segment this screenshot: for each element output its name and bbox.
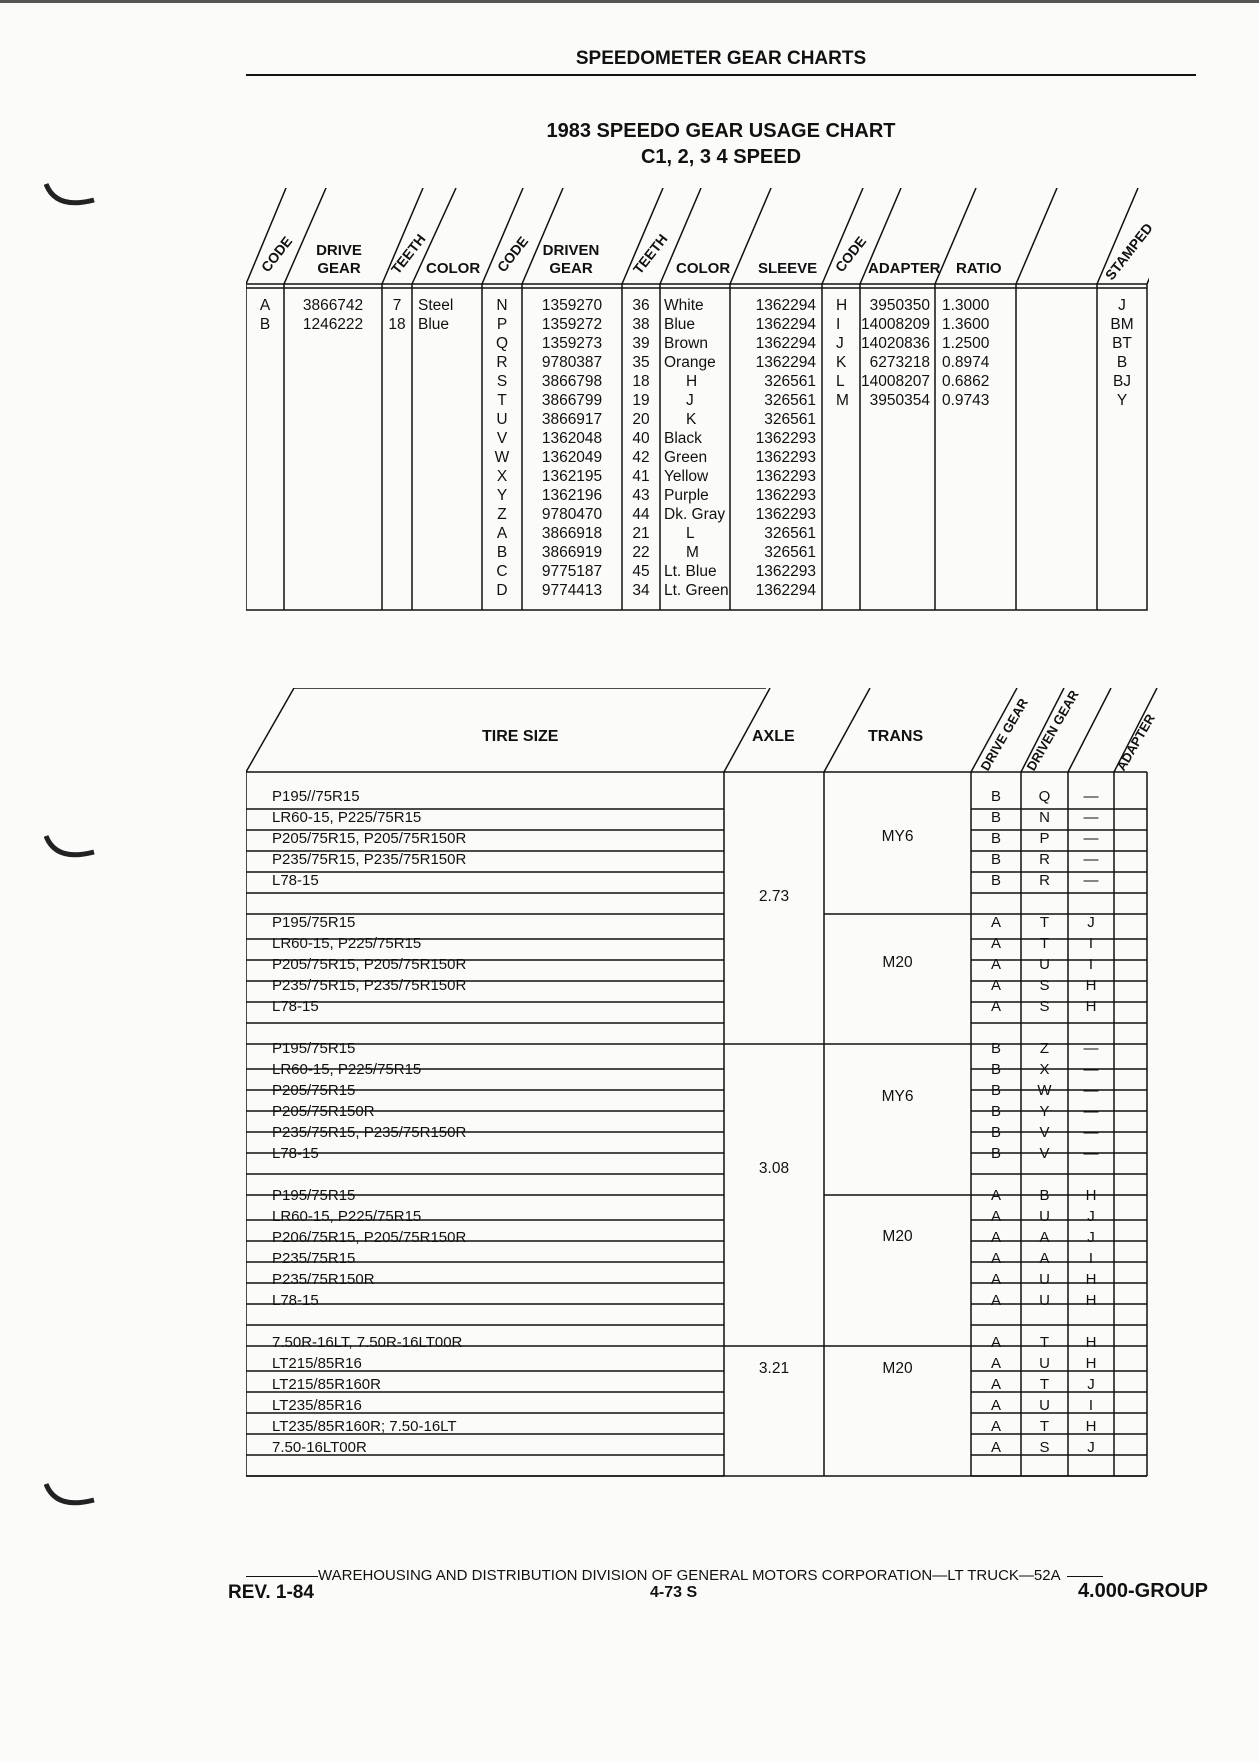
table-cell: 41: [632, 468, 650, 485]
table-cell: J: [1118, 297, 1126, 314]
footer-rule: [1067, 1576, 1103, 1577]
adapter-cell: —: [1083, 872, 1099, 889]
drive-gear-cell: B: [990, 1082, 1001, 1099]
table-cell: Lt. Blue: [664, 563, 717, 580]
adapter-cell: I: [1088, 1397, 1094, 1414]
adapter-cell: H: [1085, 1292, 1097, 1309]
table-cell: Purple: [664, 487, 709, 504]
table-cell: 3866917: [541, 411, 603, 428]
tire-size-cell: 7.50R-16LT, 7.50R-16LT00R: [272, 1334, 463, 1351]
table-cell: 0.9743: [942, 392, 990, 409]
table-cell: Green: [664, 449, 708, 466]
table-cell: 1.3000: [942, 297, 990, 314]
table-cell: 326561: [764, 392, 816, 409]
tire-size-cell: P235/75R150R: [272, 1271, 375, 1288]
footer-group: 4.000-GROUP: [1077, 1580, 1208, 1602]
sleeve-column: [730, 296, 816, 600]
table-cell: Blue: [418, 316, 450, 333]
table-cell: Black: [664, 430, 702, 447]
adapter-cell: J: [1087, 1439, 1095, 1456]
tire-size-cell: LR60-15, P225/75R15: [272, 1061, 422, 1078]
table-cell: W: [494, 449, 510, 466]
trans-value: MY6: [881, 828, 914, 845]
drive-gear-cell: A: [990, 1250, 1001, 1267]
drive-gear-cell: A: [990, 1439, 1001, 1456]
driven-code-column: [482, 296, 522, 600]
drive-code-column: [246, 296, 284, 334]
table-cell: 6273218: [869, 354, 930, 371]
trans-value: MY6: [881, 1088, 914, 1105]
drive-gear-cell: A: [990, 1397, 1001, 1414]
adapter-cell: J: [1087, 1229, 1095, 1246]
drive-gear-cell: A: [990, 1334, 1001, 1351]
header-drive-teeth: TEETH: [387, 230, 429, 277]
table-cell: K: [686, 411, 697, 428]
table-cell: S: [496, 373, 508, 390]
trans-value: M20: [882, 1360, 913, 1377]
table-cell: White: [664, 297, 704, 314]
adapter-column: [860, 296, 930, 410]
drive-gear-cell: A: [990, 1271, 1001, 1288]
driven-gear-cell: R: [1039, 851, 1050, 868]
driven-color-column: [664, 296, 730, 600]
table-cell: R: [496, 354, 508, 371]
stamped-column: [1097, 296, 1147, 410]
table-cell: 7: [392, 297, 402, 314]
table-cell: D: [496, 582, 508, 599]
adapter-cell: H: [1085, 977, 1097, 994]
driven-gear-column: [522, 296, 622, 600]
header-drive-color: COLOR: [426, 260, 481, 277]
tire-size-cell: LT215/85R160R: [272, 1376, 381, 1393]
table-cell: 1362294: [755, 316, 816, 333]
tire-size-cell: 7.50-16LT00R: [272, 1439, 367, 1456]
table-cell: 1359273: [541, 335, 603, 352]
header-drive-gear: DRIVE GEAR: [316, 242, 362, 277]
driven-gear-cell: U: [1039, 1292, 1050, 1309]
adapter-cell: J: [1087, 1376, 1095, 1393]
table-cell: 44: [632, 506, 650, 523]
tire-size-cell: P205/75R15, P205/75R150R: [272, 956, 467, 973]
tire-size-table: [246, 688, 1176, 1478]
adapter-cell: —: [1083, 1061, 1099, 1078]
adapter-cell: —: [1083, 788, 1099, 805]
table-cell: 34: [632, 582, 650, 599]
drive-gear-cell: A: [990, 935, 1001, 952]
table-cell: 326561: [764, 411, 816, 428]
table-cell: 35: [632, 354, 650, 371]
adapter-cell: —: [1083, 1040, 1099, 1057]
table-cell: 1359270: [541, 297, 603, 314]
tire-size-cell: P195/75R15: [272, 1187, 356, 1204]
table-cell: 45: [632, 563, 650, 580]
driven-gear-cell: Y: [1039, 1103, 1050, 1120]
header-adapter-code: CODE: [831, 233, 870, 275]
driven-gear-cell: A: [1039, 1229, 1050, 1246]
table-cell: Q: [495, 335, 509, 352]
tire-size-cell: P235/75R15, P235/75R150R: [272, 851, 467, 868]
table-cell: A: [259, 297, 271, 314]
adapter-cell: —: [1083, 1103, 1099, 1120]
driven-gear-cell: X: [1039, 1061, 1050, 1078]
table-cell: B: [1116, 354, 1128, 371]
axle-value: 3.08: [758, 1160, 790, 1177]
table-cell: M: [686, 544, 699, 561]
table-cell: 1362294: [755, 582, 816, 599]
table-cell: 1362195: [541, 468, 603, 485]
drive-gear-cell: A: [990, 1376, 1001, 1393]
driven-gear-cell: N: [1039, 809, 1050, 826]
adapter-cell: H: [1085, 1334, 1097, 1351]
driven-gear-cell: T: [1039, 1334, 1050, 1351]
table-cell: BT: [1112, 335, 1132, 352]
adapter-code-column: [836, 296, 860, 410]
table-cell: M: [836, 392, 849, 409]
adapter-cell: H: [1085, 998, 1097, 1015]
table-cell: 1246222: [302, 316, 364, 333]
drive-gear-column: [284, 296, 382, 334]
table-cell: 3866798: [541, 373, 603, 390]
footer-page-number: 4-73 S: [650, 1584, 698, 1601]
table-cell: 1362293: [755, 563, 816, 580]
header-axle: AXLE: [752, 728, 795, 745]
drive-gear-cell: B: [990, 1145, 1001, 1162]
table-cell: 9780470: [541, 506, 603, 523]
table-cell: BM: [1110, 316, 1134, 333]
table-cell: 21: [632, 525, 650, 542]
adapter-cell: I: [1088, 1250, 1094, 1267]
driven-gear-cell: V: [1039, 1145, 1050, 1162]
table-cell: C: [496, 563, 508, 580]
driven-gear-cell: U: [1039, 1397, 1050, 1414]
table-cell: K: [836, 354, 847, 371]
driven-gear-cell: S: [1039, 1439, 1050, 1456]
drive-gear-cell: B: [990, 788, 1001, 805]
driven-gear-cell: R: [1039, 872, 1050, 889]
tire-size-cell: LR60-15, P225/75R15: [272, 809, 422, 826]
table-cell: 1362294: [755, 354, 816, 371]
table-cell: 9775187: [541, 563, 603, 580]
table-cell: Dk. Gray: [664, 506, 726, 523]
table-cell: U: [496, 411, 508, 428]
table-cell: 20: [632, 411, 650, 428]
drive-gear-cell: B: [990, 1061, 1001, 1078]
driven-gear-cell: V: [1039, 1124, 1050, 1141]
axle-value: 3.21: [758, 1360, 790, 1377]
drive-gear-cell: A: [990, 1208, 1001, 1225]
table-cell: 3866799: [541, 392, 603, 409]
table-cell: V: [496, 430, 508, 447]
drive-gear-cell: A: [990, 1418, 1001, 1435]
header-driven-gear: DRIVEN GEAR: [542, 242, 600, 277]
driven-gear-cell: U: [1039, 1208, 1050, 1225]
table-cell: Yellow: [664, 468, 709, 485]
tire-size-cell: L78-15: [272, 1292, 319, 1309]
tire-size-cell: P235/75R15, P235/75R150R: [272, 977, 467, 994]
adapter-cell: H: [1085, 1187, 1097, 1204]
header-drive-gear: DRIVE GEAR: [977, 695, 1031, 774]
table-cell: 3866918: [541, 525, 603, 542]
drive-gear-cell: B: [990, 830, 1001, 847]
table-cell: X: [496, 468, 508, 485]
header-adapter: ADAPTER: [1113, 711, 1158, 774]
table-cell: 43: [632, 487, 650, 504]
header-ratio: RATIO: [956, 260, 1002, 277]
tire-size-cell: P235/75R15, P235/75R150R: [272, 1124, 467, 1141]
table-cell: 1362196: [541, 487, 603, 504]
table-cell: 36: [632, 297, 650, 314]
tire-size-cell: P195/75R15: [272, 914, 356, 931]
table-cell: L: [836, 373, 845, 390]
adapter-cell: J: [1087, 914, 1095, 931]
table-cell: 19: [632, 392, 650, 409]
table-cell: A: [496, 525, 508, 542]
driven-gear-cell: S: [1039, 998, 1050, 1015]
axle-value: 2.73: [758, 888, 790, 905]
driven-gear-cell: T: [1039, 935, 1050, 952]
tire-size-cell: P195/75R15: [272, 1040, 356, 1057]
table-cell: 38: [632, 316, 650, 333]
tire-size-cell: L78-15: [272, 1145, 319, 1162]
table-cell: 3866919: [541, 544, 603, 561]
table-cell: 3950354: [869, 392, 930, 409]
drive-gear-cell: A: [990, 914, 1001, 931]
table-cell: 1362048: [541, 430, 603, 447]
table-cell: 39: [632, 335, 650, 352]
binder-hole-mark: [44, 178, 96, 212]
table-cell: T: [497, 392, 507, 409]
driven-gear-cell: T: [1039, 914, 1050, 931]
table-cell: 9780387: [541, 354, 603, 371]
adapter-cell: —: [1083, 809, 1099, 826]
table-cell: 14020836: [861, 335, 930, 352]
header-driven-teeth: TEETH: [629, 230, 671, 277]
tire-size-cell: LT235/85R160R; 7.50-16LT: [272, 1418, 457, 1435]
table-cell: 40: [632, 430, 650, 447]
table-cell: BJ: [1112, 373, 1132, 390]
drive-gear-cell: A: [990, 1229, 1001, 1246]
table-cell: 326561: [764, 544, 816, 561]
drive-gear-cell: A: [990, 998, 1001, 1015]
chart-subtitle: C1, 2, 3 4 SPEED: [640, 146, 802, 168]
adapter-cell: H: [1085, 1355, 1097, 1372]
header-sleeve: SLEEVE: [758, 260, 818, 277]
driven-gear-cell: T: [1039, 1418, 1050, 1435]
driven-gear-cell: S: [1039, 977, 1050, 994]
table-cell: 1.2500: [942, 335, 990, 352]
table-cell: J: [686, 392, 694, 409]
footer-revision: REV. 1-84: [228, 1582, 314, 1603]
table-cell: Z: [497, 506, 507, 523]
adapter-cell: —: [1083, 830, 1099, 847]
table-cell: 0.6862: [942, 373, 990, 390]
tire-size-cell: P195//75R15: [272, 788, 360, 805]
tire-size-cell: LT235/85R16: [272, 1397, 362, 1414]
tire-size-cell: P205/75R15, P205/75R150R: [272, 830, 467, 847]
drive-gear-cell: B: [990, 1124, 1001, 1141]
table-cell: J: [836, 335, 844, 352]
driven-gear-cell: U: [1039, 956, 1050, 973]
table-cell: 0.8974: [942, 354, 990, 371]
driven-teeth-column: [622, 296, 660, 600]
table-cell: P: [496, 316, 508, 333]
footer-division-text: WAREHOUSING AND DISTRIBUTION DIVISION OF GENERAL MOTORS CORPORATION—LT TRUCK—52A: [318, 1567, 1061, 1584]
table-cell: I: [836, 316, 841, 333]
drive-color-column: [418, 296, 482, 334]
table-cell: 1362294: [755, 297, 816, 314]
header-adapter: ADAPTER: [868, 260, 941, 277]
driven-gear-cell: B: [1039, 1187, 1050, 1204]
adapter-cell: J: [1087, 1208, 1095, 1225]
table-cell: 3866742: [302, 297, 364, 314]
adapter-cell: H: [1085, 1271, 1097, 1288]
adapter-cell: —: [1083, 851, 1099, 868]
drive-gear-cell: B: [990, 1103, 1001, 1120]
table-cell: H: [686, 373, 698, 390]
trans-value: M20: [882, 1228, 913, 1245]
header-driven-gear: DRIVEN GEAR: [1023, 687, 1082, 774]
table-cell: H: [836, 297, 848, 314]
table-cell: 1362293: [755, 468, 816, 485]
tire-size-cell: LR60-15, P225/75R15: [272, 1208, 422, 1225]
table-cell: 326561: [764, 373, 816, 390]
page-header: SPEEDOMETER GEAR CHARTS: [575, 48, 867, 69]
driven-gear-cell: U: [1039, 1355, 1050, 1372]
table-cell: 1362293: [755, 430, 816, 447]
table-cell: 14008209: [861, 316, 930, 333]
adapter-cell: —: [1083, 1145, 1099, 1162]
header-driven-color: COLOR: [676, 260, 731, 277]
driven-gear-cell: P: [1039, 830, 1050, 847]
footer-rule: [246, 1576, 318, 1577]
adapter-cell: I: [1088, 935, 1094, 952]
driven-gear-cell: W: [1037, 1082, 1052, 1099]
scan-top-edge: [0, 0, 1259, 3]
header-tire-size: TIRE SIZE: [482, 728, 559, 745]
driven-gear-cell: U: [1039, 1271, 1050, 1288]
drive-gear-cell: A: [990, 977, 1001, 994]
header-drive-code: CODE: [257, 233, 296, 275]
table-cell: Blue: [664, 316, 696, 333]
adapter-cell: H: [1085, 1418, 1097, 1435]
driven-gear-cell: A: [1039, 1250, 1050, 1267]
driven-gear-cell: Q: [1038, 788, 1051, 805]
table-cell: 1362293: [755, 487, 816, 504]
table-cell: 18: [632, 373, 650, 390]
header-driven-code: CODE: [493, 233, 532, 275]
table-cell: 1362294: [755, 335, 816, 352]
drive-gear-cell: B: [990, 809, 1001, 826]
table-cell: N: [496, 297, 508, 314]
table-cell: Steel: [418, 297, 454, 314]
drive-gear-cell: B: [990, 872, 1001, 889]
tire-size-cell: LT215/85R16: [272, 1355, 362, 1372]
table-cell: 9774413: [541, 582, 603, 599]
table-cell: 18: [388, 316, 406, 333]
table-cell: 1362049: [541, 449, 603, 466]
drive-gear-cell: B: [990, 851, 1001, 868]
chart-title: 1983 SPEEDO GEAR USAGE CHART: [546, 120, 896, 142]
table-cell: 14008207: [861, 373, 930, 390]
header-trans: TRANS: [868, 728, 924, 745]
binder-hole-mark: [44, 1478, 96, 1512]
adapter-cell: —: [1083, 1124, 1099, 1141]
drive-gear-cell: A: [990, 1355, 1001, 1372]
binder-hole-mark: [44, 830, 96, 864]
table-cell: L: [686, 525, 695, 542]
table-cell: 1362293: [755, 449, 816, 466]
table-cell: 1362293: [755, 506, 816, 523]
table-cell: B: [259, 316, 271, 333]
tire-size-cell: P235/75R15: [272, 1250, 356, 1267]
table-cell: Orange: [664, 354, 716, 371]
table-cell: 42: [632, 449, 650, 466]
tire-size-cell: L78-15: [272, 998, 319, 1015]
usage-chart-table: [246, 188, 1156, 612]
driven-gear-cell: T: [1039, 1376, 1050, 1393]
table-cell: Y: [496, 487, 508, 504]
trans-value: M20: [882, 954, 913, 971]
drive-teeth-column: [382, 296, 412, 334]
drive-gear-cell: A: [990, 1292, 1001, 1309]
adapter-cell: I: [1088, 956, 1094, 973]
drive-gear-cell: B: [990, 1040, 1001, 1057]
tire-size-cell: LR60-15, P225/75R15: [272, 935, 422, 952]
drive-gear-cell: A: [990, 956, 1001, 973]
table-cell: 22: [632, 544, 650, 561]
driven-gear-cell: Z: [1039, 1040, 1050, 1057]
header-rule: [246, 74, 1196, 76]
table-cell: B: [496, 544, 508, 561]
adapter-cell: —: [1083, 1082, 1099, 1099]
table-cell: Lt. Green: [664, 582, 729, 599]
tire-size-cell: P205/75R15: [272, 1082, 356, 1099]
header-stamped: STAMPED: [1101, 219, 1156, 283]
table-cell: 326561: [764, 525, 816, 542]
ratio-column: [942, 296, 1016, 410]
table-cell: 3950350: [869, 297, 930, 314]
tire-size-cell: L78-15: [272, 872, 319, 889]
table-cell: Y: [1116, 392, 1128, 409]
table-cell: Brown: [664, 335, 708, 352]
tire-size-cell: P206/75R15, P205/75R150R: [272, 1229, 467, 1246]
table-cell: 1359272: [541, 316, 603, 333]
tire-size-cell: P205/75R150R: [272, 1103, 375, 1120]
table-cell: 1.3600: [942, 316, 990, 333]
drive-gear-cell: A: [990, 1187, 1001, 1204]
